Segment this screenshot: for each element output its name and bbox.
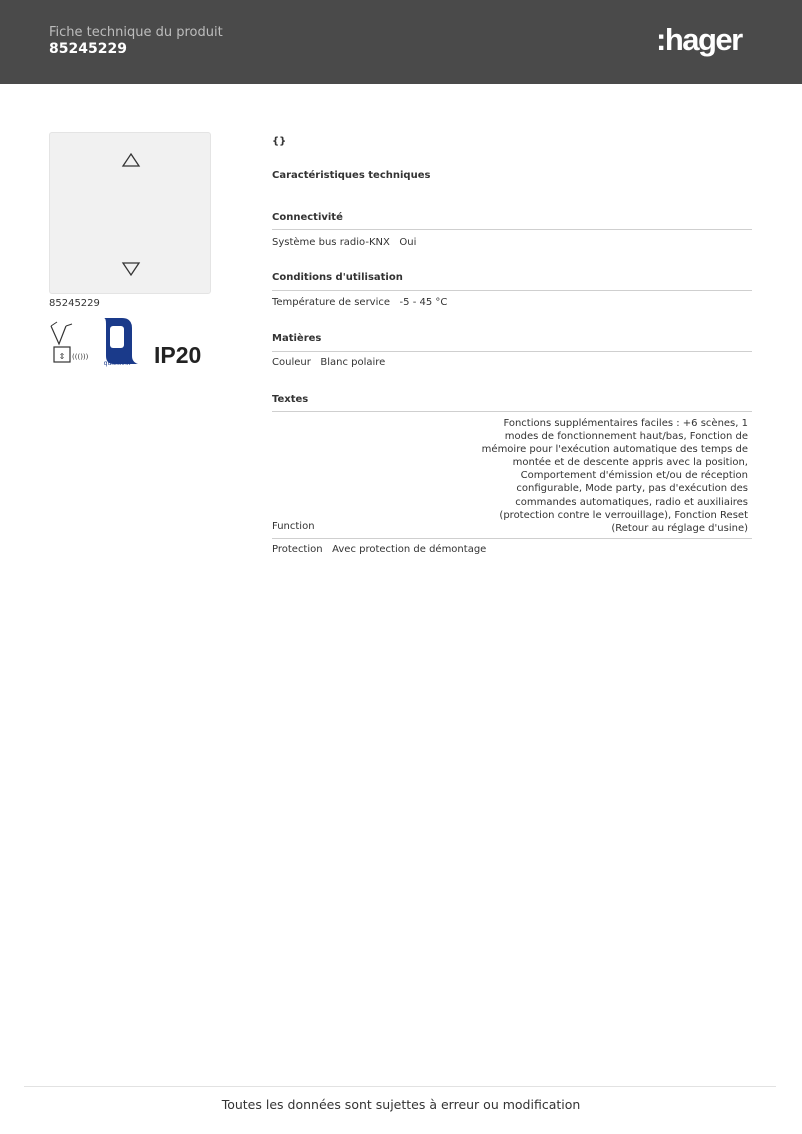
divider bbox=[272, 351, 752, 352]
specs-title: Caractéristiques techniques bbox=[272, 170, 431, 181]
footer-divider bbox=[24, 1086, 776, 1087]
header-product-number: 85245229 bbox=[49, 41, 127, 57]
placeholder-braces: {} bbox=[272, 136, 287, 147]
section-heading: Connectivité bbox=[272, 212, 343, 223]
quicklink-badge: quicklink bbox=[103, 360, 131, 367]
divider bbox=[272, 538, 752, 539]
hager-logo: :hager bbox=[656, 22, 742, 57]
header bbox=[0, 0, 802, 84]
footer-disclaimer: Toutes les données sont sujettes à erreur ou modification bbox=[221, 1097, 581, 1112]
section-heading: Matières bbox=[272, 333, 322, 344]
spec-row: Température de service -5 - 45 °C bbox=[272, 297, 448, 308]
ip-rating: IP20 bbox=[154, 342, 202, 368]
spec-row: Système bus radio-KNX Oui bbox=[272, 237, 417, 248]
product-badges bbox=[49, 316, 209, 374]
function-value: Fonctions supplémentaires faciles : +6 scènes, 1 modes de fonctionnement haut/bas, Fonction de mémoire pour l'exécution automatique des temps de montée et de descente appris avec la position, Comportement d'émission et/ou de réception configurable, Mode party, pas d'exécution des commandes automatiques, radio et auxiliaires (protection contre le verrouillage), Fonction Reset (Retour au réglage d'usine) bbox=[481, 418, 748, 534]
function-label: Function bbox=[272, 521, 315, 532]
divider bbox=[272, 290, 752, 291]
divider bbox=[272, 229, 752, 230]
section-heading: Conditions d'utilisation bbox=[272, 272, 403, 283]
header-subtitle: Fiche technique du produit bbox=[49, 25, 223, 40]
section-heading: Textes bbox=[272, 394, 309, 405]
arrow-up-icon bbox=[121, 152, 141, 168]
product-reference: 85245229 bbox=[49, 298, 100, 309]
arrow-down-icon bbox=[121, 261, 141, 277]
svg-text:((())): ((())) bbox=[72, 353, 89, 361]
product-image bbox=[49, 132, 211, 294]
divider bbox=[272, 411, 752, 412]
spec-row: Couleur Blanc polaire bbox=[272, 357, 386, 368]
spec-row: Protection Avec protection de démontage bbox=[272, 544, 487, 555]
svg-text:⇕: ⇕ bbox=[58, 352, 66, 361]
